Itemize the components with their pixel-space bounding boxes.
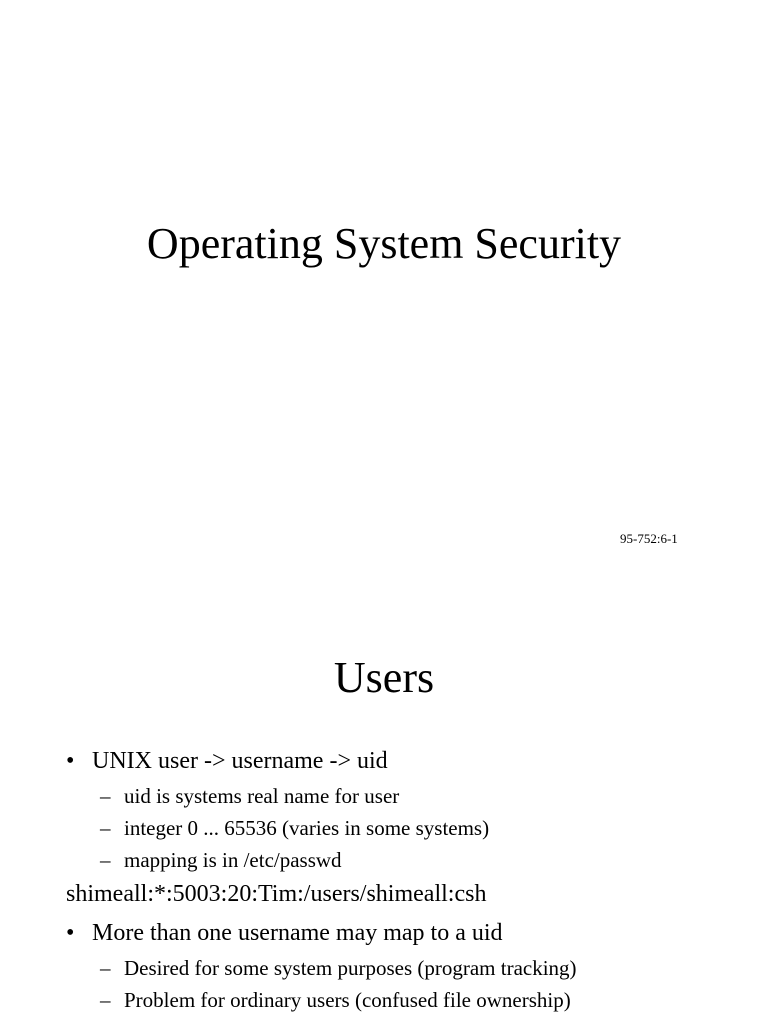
sub-item <box>100 815 490 841</box>
sub-marker: – <box>100 784 111 808</box>
sub-marker: – <box>100 816 111 840</box>
sub-item <box>100 987 571 1013</box>
sub-text: uid is systems real name for user <box>124 784 400 808</box>
sub-marker: – <box>100 848 111 872</box>
sub-item <box>100 783 400 809</box>
bullet-marker: • <box>66 748 75 774</box>
sub-marker: – <box>100 988 111 1012</box>
sub-text: mapping is in /etc/passwd <box>124 848 342 872</box>
bullet-marker: • <box>66 920 75 946</box>
passwd-entry: shimeall:*:5003:20:Tim:/users/shimeall:csh <box>66 881 487 907</box>
slide-title: Users <box>333 653 435 702</box>
sub-text: Desired for some system purposes (program tracking) <box>124 956 577 980</box>
sub-text: Problem for ordinary users (confused file ownership) <box>124 988 571 1012</box>
bullet-item <box>66 918 503 948</box>
sub-marker: – <box>100 956 111 980</box>
slide-number: 95-752:6-1 <box>620 531 678 546</box>
sub-item <box>100 955 577 981</box>
slide-title: Operating System Security <box>146 219 622 268</box>
bullet-item <box>66 746 388 776</box>
bullet-text: More than one username may map to a uid <box>92 920 503 946</box>
sub-item <box>100 847 342 873</box>
sub-text: integer 0 ... 65536 (varies in some systems) <box>124 816 490 840</box>
bullet-text: UNIX user -> username -> uid <box>92 748 388 774</box>
